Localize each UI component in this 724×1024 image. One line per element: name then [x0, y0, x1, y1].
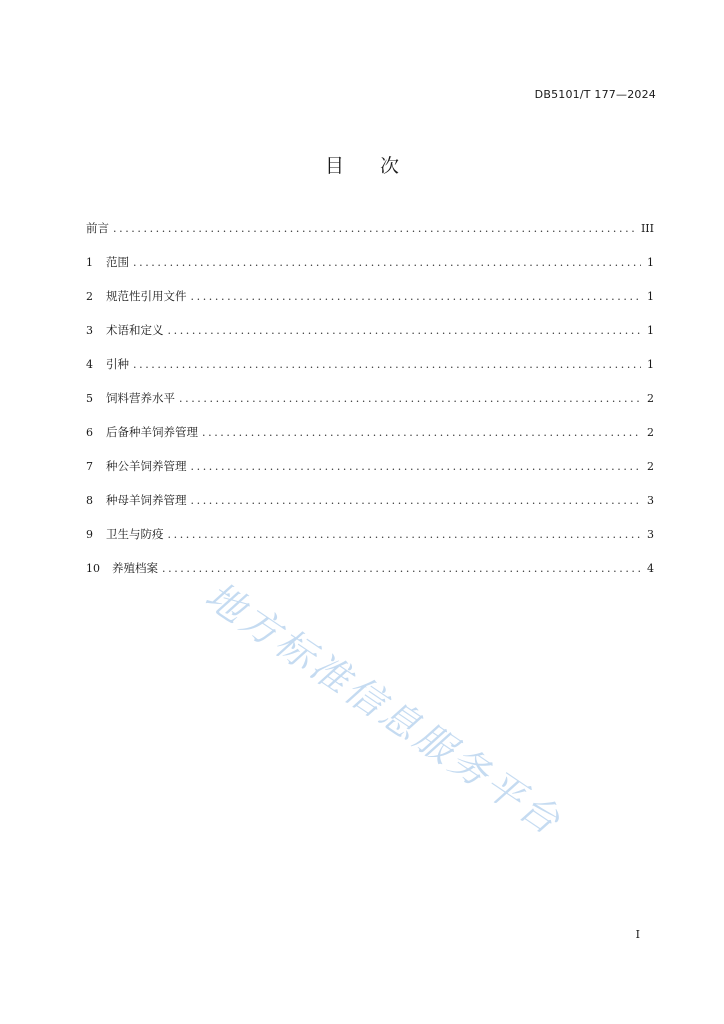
toc-entry-9[interactable] — [86, 526, 654, 560]
toc-entry-title[interactable]: 饲料营养水平 — [106, 391, 175, 405]
toc-entry-title[interactable]: 卫生与防疫 — [106, 527, 164, 541]
document-code: DB5101/T 177—2024 — [534, 88, 656, 101]
toc-dot-leader — [191, 459, 642, 475]
toc-entry-title[interactable]: 种公羊饲养管理 — [106, 459, 187, 473]
toc-dot-leader — [191, 493, 642, 509]
toc-dot-leader — [191, 289, 642, 305]
toc-entry-page: 1 — [647, 290, 654, 303]
toc-entry-title[interactable]: 种母羊饲养管理 — [106, 493, 187, 507]
toc-entry-7[interactable] — [86, 458, 654, 492]
table-of-contents — [86, 220, 654, 594]
toc-entry-title[interactable]: 养殖档案 — [112, 561, 158, 575]
toc-entry-number: 2 — [86, 290, 93, 303]
toc-dot-leader — [133, 357, 641, 373]
toc-entry-page: 3 — [647, 494, 654, 507]
toc-dot-leader — [162, 561, 641, 577]
toc-dot-leader — [113, 221, 635, 237]
toc-entry-10[interactable] — [86, 560, 654, 594]
toc-entry-number: 6 — [86, 426, 93, 439]
toc-entry-page: 1 — [647, 358, 654, 371]
toc-entry-page: 2 — [647, 426, 654, 439]
toc-entry-6[interactable] — [86, 424, 654, 458]
toc-entry-number: 3 — [86, 324, 93, 337]
toc-entry-number: 10 — [86, 562, 100, 575]
toc-entry-5[interactable] — [86, 390, 654, 424]
toc-entry-number: 1 — [86, 256, 93, 269]
toc-dot-leader — [168, 323, 642, 339]
toc-dot-leader — [133, 255, 641, 271]
watermark: 地方标准信息服务平台 — [197, 573, 571, 845]
toc-entry-4[interactable] — [86, 356, 654, 390]
toc-entry-number: 5 — [86, 392, 93, 405]
toc-entry-foreword[interactable] — [86, 220, 654, 254]
toc-entry-title[interactable]: 引种 — [106, 357, 129, 371]
toc-entry-title[interactable]: 范围 — [106, 255, 129, 269]
toc-entry-title[interactable]: 前言 — [86, 221, 109, 235]
toc-entry-number: 9 — [86, 528, 93, 541]
toc-entry-number: 8 — [86, 494, 93, 507]
toc-dot-leader — [202, 425, 641, 441]
toc-entry-number: 4 — [86, 358, 93, 371]
toc-entry-3[interactable] — [86, 322, 654, 356]
toc-entry-page: 3 — [647, 528, 654, 541]
toc-dot-leader — [168, 527, 642, 543]
title-part-2: 次 — [380, 155, 400, 177]
toc-entry-title[interactable]: 术语和定义 — [106, 323, 164, 337]
toc-entry-number: 7 — [86, 460, 93, 473]
toc-entry-page: 1 — [647, 256, 654, 269]
toc-entry-8[interactable] — [86, 492, 654, 526]
toc-entry-page: 1 — [647, 324, 654, 337]
title-part-1: 目 — [324, 155, 344, 177]
toc-entry-title[interactable]: 规范性引用文件 — [106, 289, 187, 303]
toc-entry-page: 2 — [647, 392, 654, 405]
page-title — [0, 152, 724, 180]
toc-entry-page: 4 — [647, 562, 654, 575]
toc-dot-leader — [179, 391, 641, 407]
toc-entry-page: III — [640, 222, 654, 235]
toc-entry-page: 2 — [647, 460, 654, 473]
toc-entry-1[interactable] — [86, 254, 654, 288]
toc-entry-title[interactable]: 后备种羊饲养管理 — [106, 425, 198, 439]
page-number: I — [635, 928, 640, 941]
toc-entry-2[interactable] — [86, 288, 654, 322]
